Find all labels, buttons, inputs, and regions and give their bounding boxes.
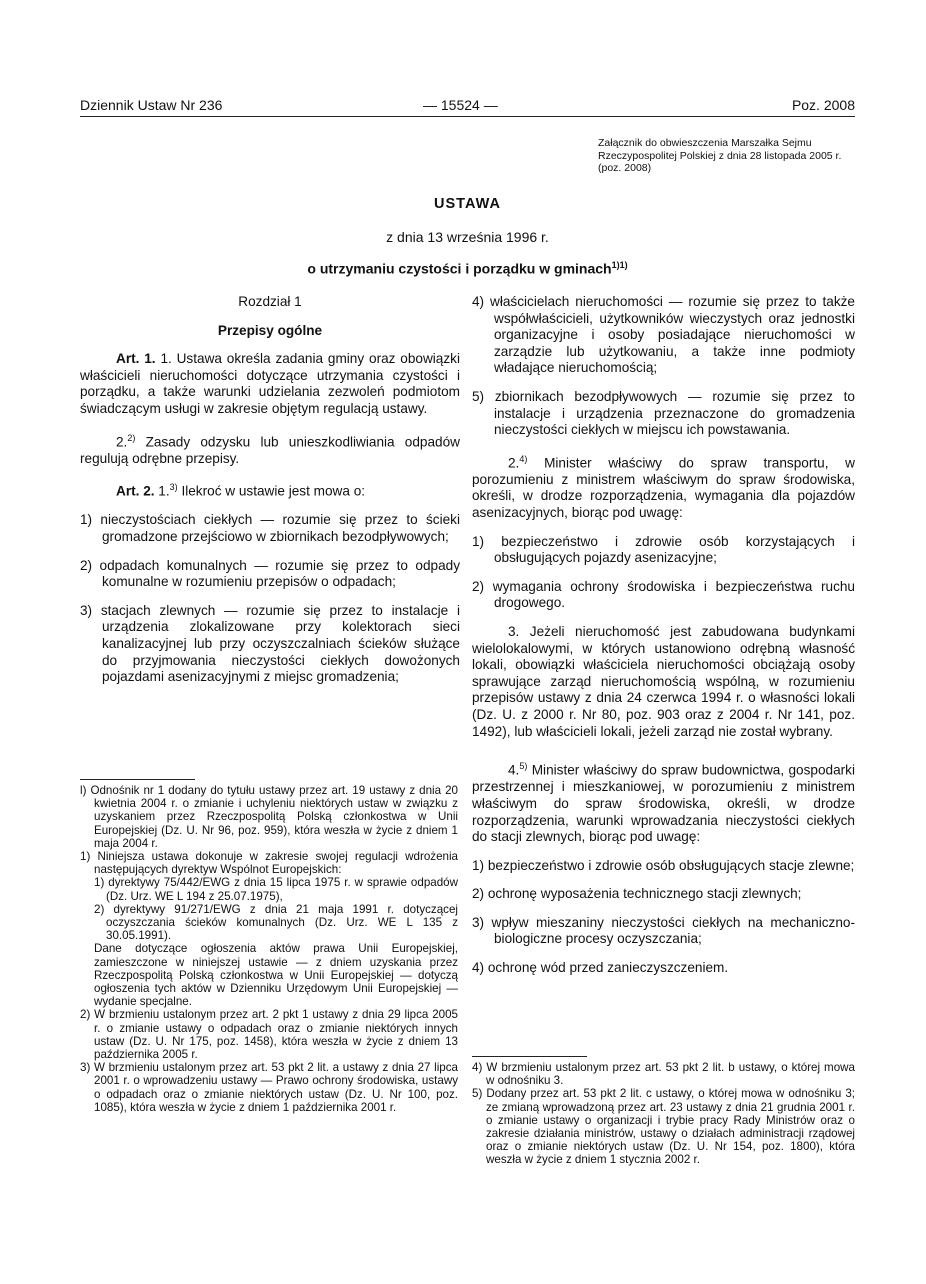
footnote: 1) Niniejsza ustawa dokonuje w zakresie swojej regulacji wdrożenia następujących dyrektyw Wspólnot Europejskich: xyxy=(80,850,458,877)
list-item: 2) odpadach komunalnych — rozumie się przez to odpady komunalne w rozumieniu przepisów o odpadach; xyxy=(80,557,460,590)
art1-par1 xyxy=(80,351,460,417)
article-label: Art. 2. xyxy=(116,483,155,499)
list-item: 1) bezpieczeństwo i zdrowie osób korzystających i obsługujących pojazdy asenizacyjne; xyxy=(472,533,855,566)
text: 2. xyxy=(508,455,520,471)
text: 2. xyxy=(116,434,128,450)
text: 4. xyxy=(508,762,520,778)
footnotes-right xyxy=(472,1061,855,1167)
journal-name: Dziennik Ustaw Nr 236 xyxy=(80,97,223,113)
text: Zasady odzysku lub unieszkodliwiania odpadów regulują odrębne przepisy. xyxy=(80,434,460,466)
footnote: 2) W brzmieniu ustalonym przez art. 2 pkt 1 ustawy z dnia 29 lipca 2005 r. o zmianie ustawy o odpadach oraz o zmianie niektórych innych ustaw (Dz. U. Nr 175, poz. 1458), która weszła w życie z dniem 13 października 2005 r. xyxy=(80,1008,458,1062)
list-item: 5) zbiornikach bezodpływowych — rozumie się przez to instalacje i urządzenia przeznaczone do gromadzenia nieczystości ciekłych w miejscu ich powstawania. xyxy=(472,388,855,438)
footnote: 4) W brzmieniu ustalonym przez art. 53 pkt 2 lit. b ustawy, o której mowa w odnośniku 3. xyxy=(472,1061,855,1088)
act-title: USTAWA xyxy=(434,196,501,212)
list-item: 4) ochronę wód przed zanieczyszczeniem. xyxy=(472,960,729,976)
footnotes-left xyxy=(80,784,458,1114)
art2-par2 xyxy=(472,451,855,522)
text: Ilekroć w ustawie jest mowa o: xyxy=(177,483,366,499)
footnote-rule xyxy=(80,779,195,780)
text: 1. xyxy=(154,483,170,499)
act-subtitle xyxy=(80,260,855,277)
art2-par3: 3. Jeżeli nieruchomość jest zabudowana budynkami wielolokalowymi, w których ustanowiono odrębną własność lokali, obowiązki właściciela nieruchomości obciążają osoby sprawujące zarząd nieruchomością wspólną, w rozumieniu przepisów ustawy z dnia 24 czerwca 1994 r. o własności lokali (Dz. U. z 2000 r. Nr 80, poz. 903 oraz z 2004 r. Nr 141, poz. 1492), lub właścicieli lokali, jeżeli zarząd nie został wybrany. xyxy=(472,624,855,739)
position-number: Poz. 2008 xyxy=(791,97,855,113)
footnote-item: 2) dyrektywy 91/271/EWG z dnia 21 maja 1991 r. dotyczącej oczyszczania ścieków komunalnych (Dz. Urz. WE L 135 z 30.05.1991). xyxy=(94,902,458,943)
article-label: Art. 1. xyxy=(116,351,156,367)
right-column xyxy=(472,294,855,989)
list-item: 1) nieczystościach ciekłych — rozumie się przez to ścieki gromadzone przejściowo w zbiornikach bezodpływowych; xyxy=(80,512,460,544)
left-column xyxy=(80,294,460,698)
list-item: 3) wpływ mieszaniny nieczystości ciekłych na mechaniczno-biologiczne procesy oczyszczania; xyxy=(472,914,855,947)
list-item: 1) bezpieczeństwo i zdrowie osób obsługujących stacje zlewne; xyxy=(472,857,855,873)
footnote: l) Odnośnik nr 1 dodany do tytułu ustawy przez art. 19 ustawy z dnia 20 kwietnia 2004 r. o zmianie i uchyleniu niektórych ustaw w związku z uzyskaniem przez Rzeczpospolitą Polską członkostwa w Unii Europejskiej (Dz. U. Nr 96, poz. 959), która weszła w życie z dniem 1 maja 2004 r. xyxy=(80,784,458,850)
footnote: 3) W brzmieniu ustalonym przez art. 53 pkt 2 lit. a ustawy z dnia 27 lipca 2001 r. o wprowadzeniu ustawy — Prawo ochrony środowiska, ustawy o odpadach oraz o zmianie niektórych ustaw (Dz. U. Nr 100, poz. 1085), która weszła w życie z dniem 1 października 2001 r. xyxy=(80,1061,458,1114)
list-item: 3) stacjach zlewnych — rozumie się przez to instalacje i urządzenia zlokalizowane przy kolektorach sieci kanalizacyjnej lub przy oczyszczalniach ścieków służące do przyjmowania nieczystości ciekłych dowożonych pojazdami asenizacyjnymi z miejsc gromadzenia; xyxy=(80,602,460,685)
text: Minister właściwy do spraw transportu, w porozumieniu z ministrem właściwym do spraw środowiska, określi, w drodze rozporządzenia, wymagania dla pojazdów asenizacyjnych, biorąc pod uwagę: xyxy=(472,455,855,521)
footnote-tail: Dane dotyczące ogłoszenia aktów prawa Unii Europejskiej, zamieszczone w niniejszej ustawie — z dniem uzyskania przez Rzeczpospolitą Polską członkostwa w Unii Europejskiej — dotyczą ogłoszenia tych aktów w Dzienniku Urzędowym Unii Europejskiej — wydanie specjalne. xyxy=(94,942,458,1009)
annex-note: Załącznik do obwieszczenia Marszałka Sejmu Rzeczypospolitej Polskiej z dnia 28 listopada 2005 r. (poz. 2008) xyxy=(598,137,842,174)
subtitle-text: o utrzymaniu czystości i porządku w gminach xyxy=(307,260,612,277)
list-item: 2) wymagania ochrony środowiska i bezpieczeństwa ruchu drogowego. xyxy=(472,578,855,611)
footnote-rule xyxy=(472,1056,587,1057)
footnote-ref: 1)1) xyxy=(611,260,628,270)
header-rule xyxy=(80,116,855,117)
art1-par2 xyxy=(80,430,460,468)
list-item: 2) ochronę wyposażenia technicznego stacji zlewnych; xyxy=(472,886,802,902)
footnote-ref: 2) xyxy=(127,432,136,443)
act-date: z dnia 13 września 1996 r. xyxy=(386,229,549,245)
list-item: 4) właścicielach nieruchomości — rozumie się przez to także współwłaścicieli, użytkowników wieczystych oraz jednostki organizacyjne i osoby posiadające nieruchomości w zarządzie lub użytkowaniu, a także inne podmioty władające nieruchomością; xyxy=(472,294,855,376)
chapter-title: Przepisy ogólne xyxy=(217,322,323,338)
text: 1. Ustawa określa zadania gminy oraz obowiązki właścicieli nieruchomości dotyczące utrzymania czystości i porządku, a także warunki udzielania zezwoleń podmiotom świadczącym usługi w zakresie objętym regulacją ustawy. xyxy=(80,351,460,416)
art2-par1 xyxy=(80,479,460,500)
art2-par4 xyxy=(472,758,855,846)
footnote-ref: 4) xyxy=(519,453,528,464)
chapter-number: Rozdział 1 xyxy=(238,294,302,309)
text: Minister właściwy do spraw budownictwa, gospodarki przestrzennej i mieszkaniowej, w porozumieniu z ministrem właściwym do spraw środowiska, określi, w drodze rozporządzenia, warunki wprowadzania nieczystości ciekłych do stacji zlewnych, biorąc pod uwagę: xyxy=(472,762,855,845)
footnote: 5) Dodany przez art. 53 pkt 2 lit. c ustawy, o której mowa w odnośniku 3; ze zmianą wprowadzoną przez art. 23 ustawy z dnia 21 grudnia 2001 r. o zmianie ustawy o organizacji i trybie pracy Rady Ministrów oraz o zakresie działania ministrów, ustawy o działach administracji rządowej oraz o zmianie niektórych ustaw (Dz. U. Nr 154, poz. 1800), która weszła w życie z dniem 1 stycznia 2002 r. xyxy=(472,1087,855,1167)
page-number: — 15524 — xyxy=(423,97,498,113)
footnote-ref: 5) xyxy=(519,761,528,772)
footnote-ref: 3) xyxy=(169,482,178,493)
footnote-item: 1) dyrektywy 75/442/EWG z dnia 15 lipca 1975 r. w sprawie odpadów (Dz. Urz. WE L 194 z 25.07.1975), xyxy=(94,876,458,903)
